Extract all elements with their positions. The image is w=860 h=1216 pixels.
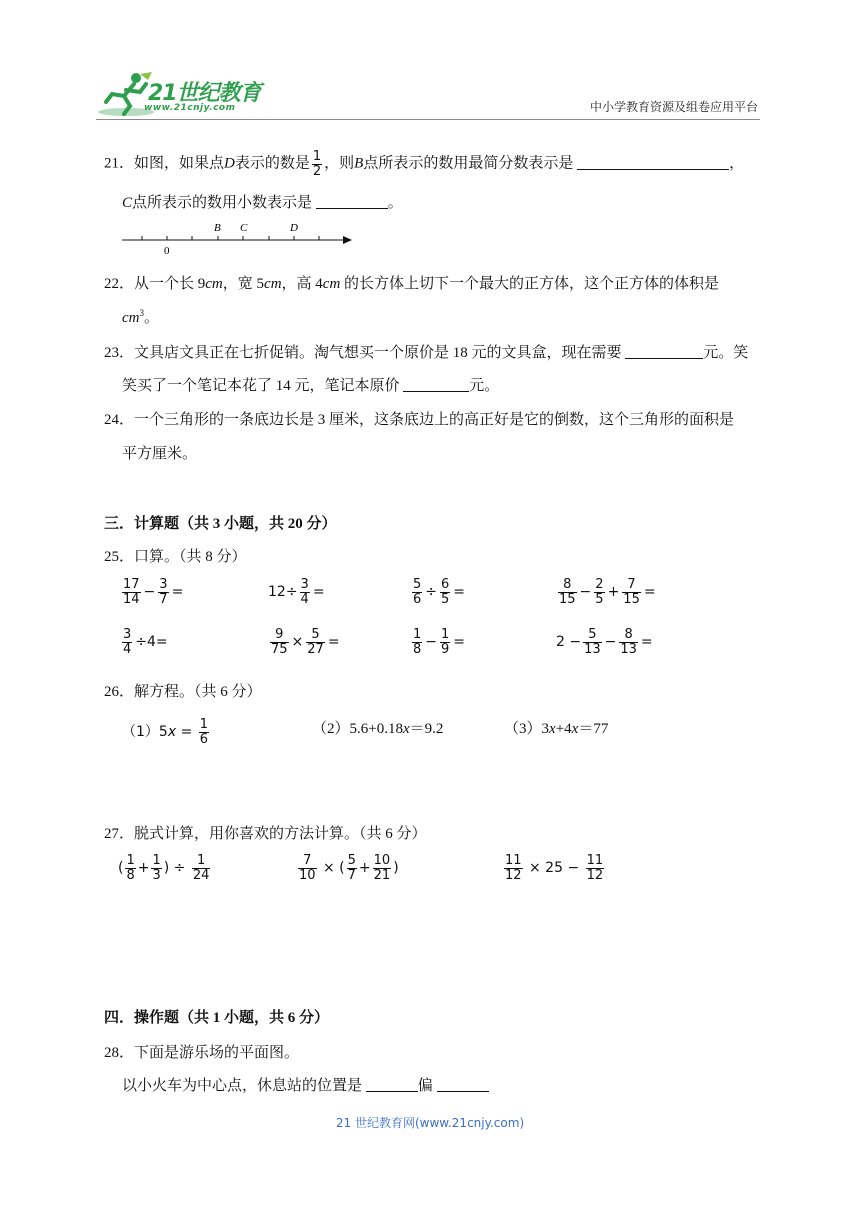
logo [96,70,276,118]
header-divider [96,119,760,120]
question-24-line1: 24．一个三角形的一条底边长是 3 厘米，这条底边上的高正好是它的倒数，这个三角形的面积是 [104,412,735,428]
question-25-title: 25．口算。（共 8 分） [104,549,247,565]
question-23-line1: 23．文具店文具正在七折促销。淘气想买一个原价是 18 元的文具盒，现在需要 元。笑 [104,345,749,361]
question-22-line1: 22．从一个长 9cm，宽 5cm，高 4cm 的长方体上切下一个最大的正方体，这个正方体的体积是 [104,276,720,292]
fraction: $\frac{3}{4}$ [123,627,132,657]
fraction: $\frac{5}{27}$ [307,627,324,657]
point-d-label: D [290,222,298,234]
oral-calc-item: $\frac{3}{4}$ ÷4= [123,627,168,657]
fraction: $\frac{3}{4}$ [300,577,309,607]
question-21-line2: C点所表示的数用小数表示是 。 [122,195,403,211]
fraction: $\frac{17}{14}$ [123,577,140,607]
fraction: $\frac{7}{15}$ [623,577,640,607]
section-4-title: 四．操作题（共 1 小题，共 6 分） [104,1010,330,1026]
oral-calc-item: $\frac{17}{14}$ − $\frac{3}{7}$ = [123,577,184,607]
question-27-title: 27．脱式计算，用你喜欢的方法计算。（共 6 分） [104,826,427,842]
expression-2: $\frac{7}{10}$ × ( $\frac{5}{7}$ + $\frac{10}{21}$ ) [299,853,399,883]
answer-blank-21b[interactable] [577,154,729,170]
fraction: $\frac{3}{7}$ [159,577,168,607]
oral-calc-item: $\frac{9}{75}$ × $\frac{5}{27}$ = [271,627,340,657]
fraction-half: $\frac{1}{2}$ [312,149,322,179]
logo-text: 21世纪教育 [148,81,261,106]
fraction: $\frac{5}{6}$ [413,577,422,607]
platform-title: 中小学教育资源及组卷应用平台 [589,100,758,114]
oral-calc-item: $\frac{1}{8}$ − $\frac{1}{9}$ = [413,627,466,657]
oral-calc-item: 2 − $\frac{5}{13}$ − $\frac{8}{13}$ = [556,627,653,657]
question-23-line2: 笑买了一个笔记本花了 14 元，笔记本原价 元。 [122,378,500,394]
section-3-title: 三．计算题（共 3 小题，共 20 分） [104,516,337,532]
point-c-label: C [240,222,248,234]
question-28-title: 28．下面是游乐场的平面图。 [104,1045,300,1061]
logo-url: www.21cnjy.com [144,103,236,113]
fraction: $\frac{1}{8}$ [413,627,422,657]
zero-label: 0 [164,245,170,257]
question-24-line2: 平方厘米。 [122,446,198,462]
equation-3: （3）3x+4x＝77 [504,721,609,737]
fraction: $\frac{8}{15}$ [559,577,576,607]
oral-calc-item: $\frac{5}{6}$ ÷ $\frac{6}{5}$ = [413,577,466,607]
answer-blank-28b[interactable] [437,1076,489,1092]
oral-calc-item: 12÷ $\frac{3}{4}$ = [268,577,325,607]
question-22-line2: $cm^3$。 [122,308,160,326]
question-28-line2: 以小火车为中心点，休息站的位置是 偏 [122,1074,489,1095]
equation-2: （2）5.6+0.18x＝9.2 [312,721,444,737]
oral-calc-item: $\frac{8}{15}$ − $\frac{2}{5}$ + $\frac{7}{15}$ = [559,577,656,607]
equation-1: （1）5x = $\frac{1}{6}$ [122,717,209,747]
fraction: $\frac{6}{5}$ [441,577,450,607]
point-b-label: B [214,222,221,234]
answer-blank-23a[interactable] [625,343,703,359]
fraction: $\frac{5}{13}$ [584,627,601,657]
answer-blank-23b[interactable] [403,376,469,392]
number-line [120,218,360,258]
question-26-title: 26．解方程。（共 6 分） [104,684,262,700]
question-21-line1: 21．如图，如果点D表示的数是 $\frac{1}{2}$ ，则B点所表示的数用最简分数表示是 ， [104,149,745,179]
fraction: $\frac{9}{75}$ [271,627,288,657]
expression-3: $\frac{11}{12}$ × 25 − $\frac{11}{12}$ [505,853,604,883]
footer-text: 21 世纪教育网(www.21cnjy.com) [335,1116,525,1130]
answer-blank-21c[interactable] [316,193,388,209]
expression-1: ( $\frac{1}{8}$ + $\frac{1}{3}$ ) ÷ $\frac{1}{24}$ [118,853,210,883]
fraction: $\frac{1}{9}$ [441,627,450,657]
fraction: $\frac{2}{5}$ [595,577,604,607]
fraction: $\frac{8}{13}$ [620,627,637,657]
answer-blank-28a[interactable] [366,1076,418,1092]
